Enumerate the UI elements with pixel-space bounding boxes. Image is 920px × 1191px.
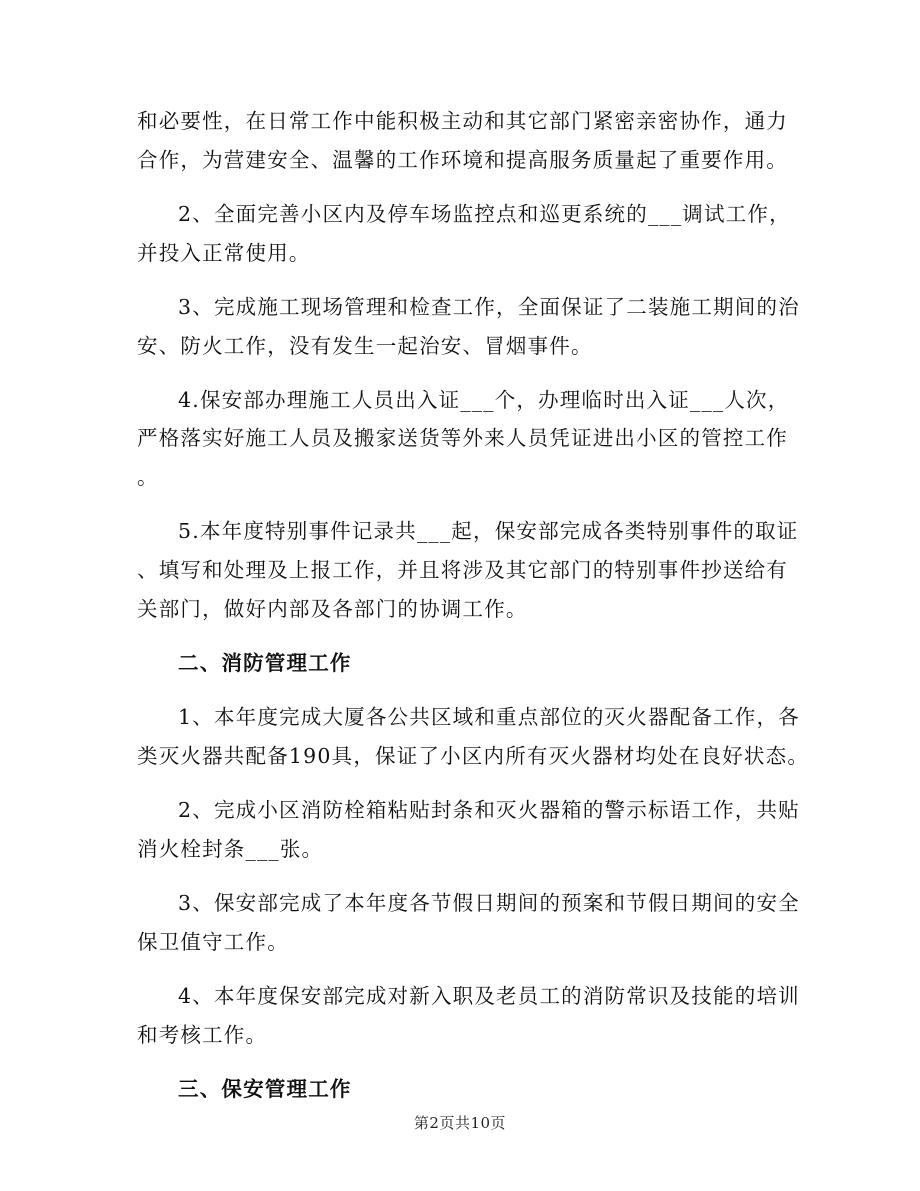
text-line: 3、保安部完成了本年度各节假日期间的预案和节假日期间的安全: [178, 890, 800, 915]
paragraph: [137, 288, 800, 365]
section-heading: [137, 644, 783, 683]
text-line: 2、完成小区消防栓箱粘贴封条和灭火器箱的警示标语工作，共贴: [178, 798, 800, 823]
paragraph: [137, 698, 810, 775]
text-line: 严格落实好施工人员及搬家送货等外来人员凭证进出小区的管控工作: [137, 426, 788, 451]
paragraph: [137, 791, 800, 868]
text-line: 3、完成施工现场管理和检查工作，全面保证了二装施工期间的治: [178, 294, 800, 319]
text-line: 并投入正常使用。: [137, 240, 311, 265]
section-heading: [137, 1070, 783, 1109]
text-line: 、填写和处理及上报工作，并且将涉及其它部门的特别事件抄送给有: [137, 558, 788, 583]
text-line: 消火栓封条___张。: [137, 836, 324, 861]
paragraph: [137, 512, 799, 628]
text-line: 2、全面完善小区内及停车场监控点和巡更系统的___调试工作，: [178, 201, 791, 226]
text-line: 4、本年度保安部完成对新入职及老员工的消防常识及技能的培训: [178, 983, 800, 1008]
paragraph: [137, 884, 800, 961]
paragraph: [137, 102, 788, 179]
text-line: 4.保安部办理施工人员出入证___个，办理临时出入证___人次，: [178, 387, 790, 412]
paragraph: [137, 195, 791, 272]
text-line: 。: [137, 465, 159, 490]
text-line: 和必要性，在日常工作中能积极主动和其它部门紧密亲密协作，通力: [137, 109, 788, 133]
text-line: 保卫值守工作。: [137, 929, 289, 954]
paragraph: [137, 977, 800, 1054]
page-number-footer: 第2页共10页: [413, 1114, 507, 1132]
text-line: 安、防火工作，没有发生一起治安、冒烟事件。: [137, 333, 593, 358]
text-line: 和考核工作。: [137, 1022, 268, 1047]
text-line: 合作，为营建安全、温馨的工作环境和提高服务质量起了重要作用。: [137, 147, 788, 172]
paragraph: [137, 381, 790, 497]
text-line: 关部门，做好内部及各部门的协调工作。: [137, 596, 528, 621]
document-body: [137, 102, 810, 1124]
text-line: 5.本年度特别事件记录共___起，保安部完成各类特别事件的取证: [178, 519, 799, 544]
text-line: 三、保安管理工作: [178, 1076, 352, 1101]
text-line: 二、消防管理工作: [178, 650, 352, 675]
text-line: 1、本年度完成大厦各公共区域和重点部位的灭火器配备工作，各: [178, 705, 800, 730]
text-line: 类灭火器共配备190具，保证了小区内所有灭火器材均处在良好状态。: [137, 743, 810, 768]
